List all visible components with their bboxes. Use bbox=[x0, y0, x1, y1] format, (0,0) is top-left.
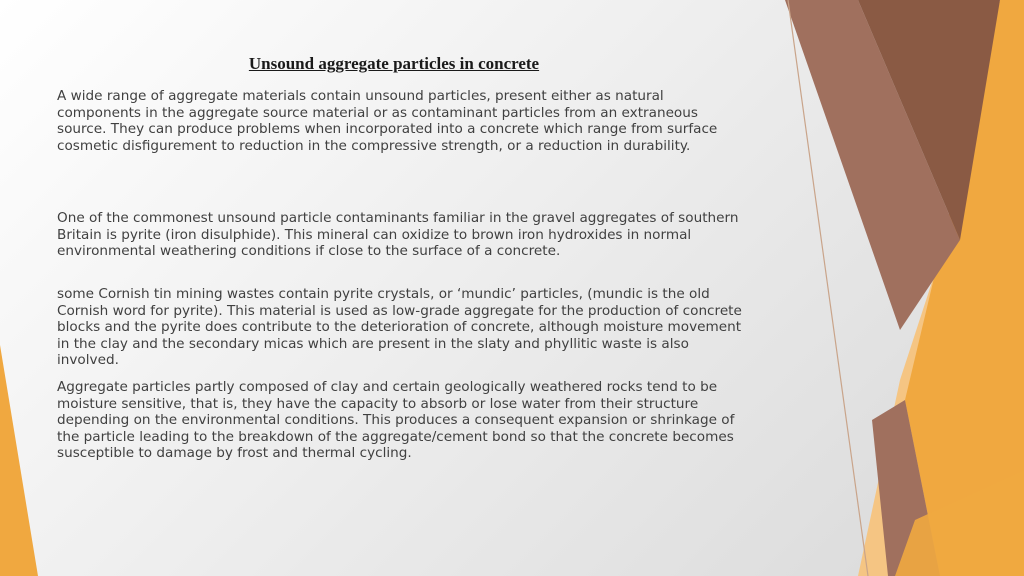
paragraph-moisture-sensitive: Aggregate particles partly composed of clay and certain geologically weathered rocks tend to be moisture sensitive, that is, they have the capacity to absorb or lose water from their structure depending on the environmental conditions. This produces a consequent expansion or shrinkage of the particle leading to the breakdown of the aggregate/cement bond so that the concrete becomes susceptible to damage by frost and thermal cycling. bbox=[57, 379, 735, 462]
paragraph-pyrite: One of the commonest unsound particle contaminants familiar in the gravel aggregates of southern Britain is pyrite (iron disulphide). This mineral can oxidize to brown iron hydroxides in normal environmental weathering conditions if close to the surface of a concrete. bbox=[57, 210, 739, 260]
slide-title: Unsound aggregate particles in concrete bbox=[248, 54, 540, 73]
paragraph-intro: A wide range of aggregate materials contain unsound particles, present either as natural components in the aggregate source material or as contaminant particles from an extraneous source. They can produce problems when incorporated into a concrete which range from surface cosmetic disfigurement to reduction in the compressive strength, or a reduction in durability. bbox=[57, 88, 718, 154]
left-edge-orange-shape bbox=[0, 345, 38, 576]
paragraph-cornish-mundic: some Cornish tin mining wastes contain pyrite crystals, or ‘mundic’ particles, (mundic is the old Cornish word for pyrite). This material is used as low-grade aggregate for the production of concrete blocks and the pyrite does contribute to the deterioration of concrete, although moisture movement in the clay and the secondary micas which are present in the slaty and phyllitic waste is also involved. bbox=[57, 286, 742, 369]
